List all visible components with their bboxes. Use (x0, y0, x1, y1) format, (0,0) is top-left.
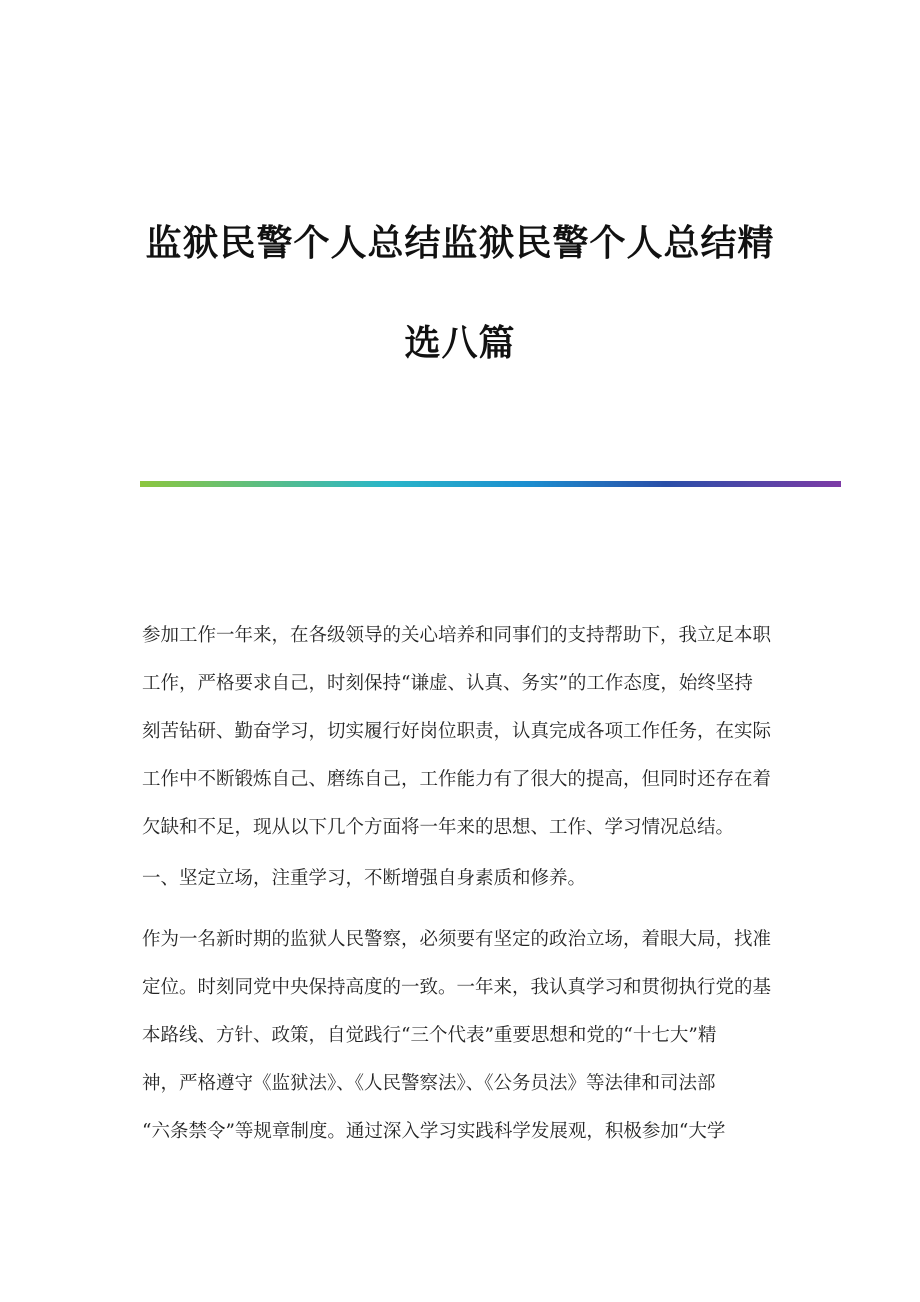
section-heading-text: 一、坚定立场，注重学习，不断增强自身素质和修养。 (142, 868, 587, 889)
paragraph-line: 欠缺和不足，现从以下几个方面将一年来的思想、工作、学习情况总结。 (142, 817, 735, 838)
paragraph-intro (142, 612, 782, 852)
paragraph-line: 刻苦钻研、勤奋学习，切实履行好岗位职责，认真完成各项工作任务，在实际 (142, 721, 772, 742)
paragraph-section-1 (142, 916, 782, 1156)
paragraph-line: “六条禁令”等规章制度。通过深入学习实践科学发展观，积极参加“大学 (142, 1121, 726, 1142)
paragraph-line: 作为一名新时期的监狱人民警察，必须要有坚定的政治立场，着眼大局，找准 (142, 929, 772, 950)
paragraph-line: 本路线、方针、政策，自觉践行“三个代表”重要思想和党的“十七大”精 (142, 1025, 717, 1046)
paragraph-line: 工作中不断锻炼自己、磨练自己，工作能力有了很大的提高，但同时还存在着 (142, 769, 772, 790)
document-title-line-1: 监狱民警个人总结监狱民警个人总结精 (145, 222, 775, 264)
paragraph-line: 定位。时刻同党中央保持高度的一致。一年来，我认真学习和贯彻执行党的基 (142, 977, 772, 998)
section-heading-1 (142, 855, 782, 903)
gradient-divider (140, 481, 841, 487)
paragraph-line: 神，严格遵守《监狱法》、《人民警察法》、《公务员法》等法律和司法部 (142, 1073, 716, 1094)
paragraph-line: 参加工作一年来，在各级领导的关心培养和同事们的支持帮助下，我立足本职 (142, 625, 772, 646)
paragraph-line: 工作，严格要求自己，时刻保持“谦虚、认真、务实”的工作态度，始终坚持 (142, 673, 753, 694)
document-title-line-2: 选八篇 (404, 322, 516, 364)
